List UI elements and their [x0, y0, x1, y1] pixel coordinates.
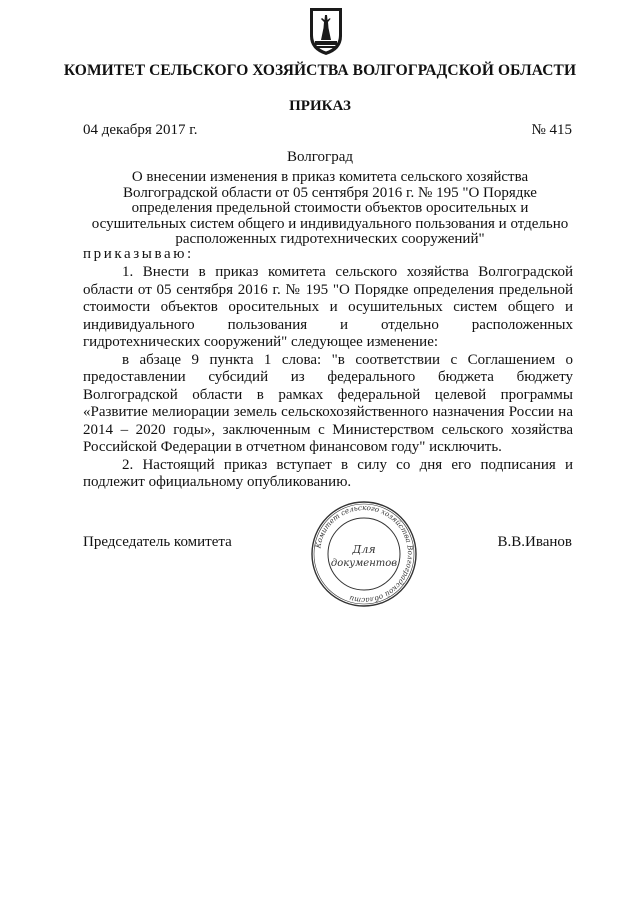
order-number: № 415: [531, 122, 572, 138]
order-subject: [80, 170, 580, 248]
subject-line: О внесении изменения в приказ комитета сельского хозяйства: [131, 169, 529, 185]
subject-line: осушительных систем общего и индивидуального пользования и отдельно: [91, 215, 569, 232]
stamp-center-line: документов: [330, 558, 398, 569]
body-paragraph: в абзаце 9 пункта 1 слова: "в соответствии с Соглашением о предоставлении субсидий из федерального бюджета бюджету Волгоградской области в рамках федеральной целевой программы «Развитие мелиорации земель сельскохозяйственного назначения России на 2014 – 2020 годы», заключенным с Министерством сельского хозяйства Российской Федерации в отчетном финансовом году" исключить.: [83, 351, 573, 455]
city-name: Волгоград: [286, 149, 353, 165]
body-paragraph: 2. Настоящий приказ вступает в силу со дня его подписания и подлежит официальному опубликованию.: [83, 456, 573, 490]
coat-of-arms-emblem: [308, 6, 344, 56]
decree-word: приказываю:: [83, 246, 194, 262]
stamp-center-line: Для: [352, 543, 376, 556]
subject-line: Волгоградской области от 05 сентября 2016 г. № 195 "О Порядке: [123, 184, 537, 201]
order-body: [83, 264, 573, 492]
stamp-ring-text: Комитет сельского хозяйства Волгоградской области: [313, 502, 416, 606]
signatory-title: Председатель комитета: [83, 534, 232, 550]
subject-line: расположенных гидротехнических сооружений": [175, 231, 485, 247]
signatory-name: В.В.Иванов: [497, 534, 572, 550]
body-paragraph: 1. Внести в приказ комитета сельского хозяйства Волгоградской области от 05 сентября 2016 г. № 195 "О Порядке определения предельной стоимости объектов оросительных и осушительных систем общего и индивидуального пользования и отдельно расположенных гидротехнических сооружений" следующее изменение:: [83, 264, 573, 350]
committee-heading: КОМИТЕТ СЕЛЬСКОГО ХОЗЯЙСТВА ВОЛГОГРАДСКОЙ ОБЛАСТИ: [63, 62, 577, 79]
order-date: 04 декабря 2017 г.: [83, 122, 198, 138]
document-type-title: ПРИКАЗ: [289, 98, 351, 114]
official-stamp: [309, 499, 419, 609]
subject-line: определения предельной стоимости объектов оросительных и: [131, 200, 529, 216]
